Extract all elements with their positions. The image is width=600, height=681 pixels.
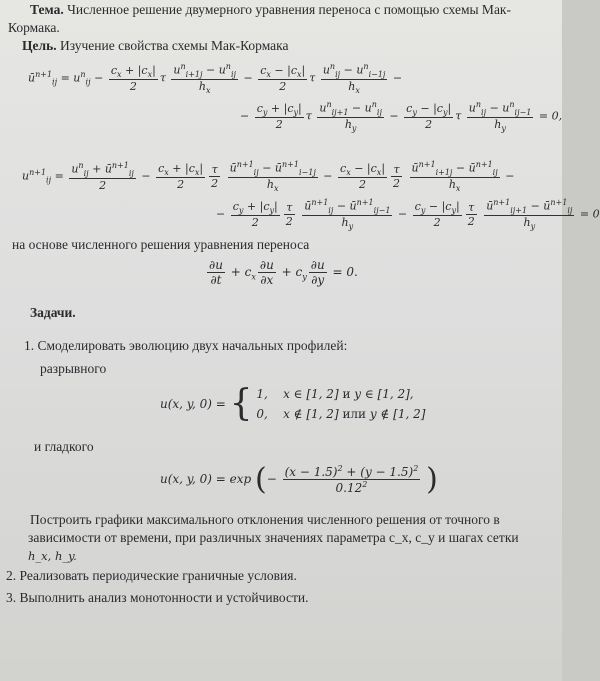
smooth-label: и гладкого xyxy=(34,439,94,454)
basis-text: на основе численного решения уравнения переноса xyxy=(12,237,310,252)
goal-text: Изучение свойства схемы Мак-Кормака xyxy=(59,38,289,53)
discontinuous-formula: u(x, y, 0) = { 1, x ∈ [1, 2] и y ∈ [1, 2], 0, x ∉ [1, 2] или y ∉ [1, 2] xyxy=(160,383,426,424)
task-2-number: 2. xyxy=(6,568,17,583)
corrector-formula-line-2: − $\frac{c_y + |c_y|}{2}$ $\frac{\tau}{2}$ $\frac{ū^{n+1}_{ij} - ū^{n+1}_{ij-1}}{h_y}$ − $\frac{c_y - |c_y|}{2}$ $\frac{\tau}{2}$ $\frac{ū^{n+1}_{ij+1} - ū^{n+1}_{ij}}{h_y}$ = 0 xyxy=(216,198,600,232)
plot-text-line-2: зависимости от времени, при различных значениях параметра c_x, c_y и шагах сетки xyxy=(28,530,519,545)
task-2-text: Реализовать периодические граничные условия. xyxy=(19,568,297,583)
goal-label: Цель. xyxy=(22,38,57,53)
task-1-text: Смоделировать эволюцию двух начальных профилей: xyxy=(37,338,348,353)
task-3-text: Выполнить анализ монотонности и устойчивости. xyxy=(19,590,309,605)
task-1 xyxy=(24,339,347,354)
plot-text-line-3: h_x, h_y. xyxy=(28,549,77,563)
task-1-number: 1. xyxy=(24,338,35,353)
topic-line xyxy=(30,3,511,18)
tasks-heading: Задачи. xyxy=(30,305,76,320)
topic-text: Численное решение двумерного уравнения переноса с помощью схемы Мак- xyxy=(67,2,511,17)
predictor-formula-line-1: $ū^{n+1}_{ij} = u^n_{ij}$ − $\frac{c_x + |c_x|}{2}$ τ $\frac{u^n_{i+1j} - u^n_{ij}}{h_x}$ − $\frac{c_x - |c_x|}{2}$ τ $\frac{u^n_{ij} - u^n_{i-1j}}{h_x}$ − xyxy=(28,62,403,96)
topic-text-continued: Кормака. xyxy=(8,20,60,35)
transport-equation: $\frac{\partial u}{\partial t}$ + $c_x$ $\frac{\partial u}{\partial x}$ + $c_y$ $\frac{\partial u}{\partial y}$ = 0. xyxy=(209,258,358,287)
task-2 xyxy=(6,569,297,584)
predictor-formula-line-2: − $\frac{c_y + |c_y|}{2}$ τ $\frac{u^n_{ij+1} - u^n_{ij}}{h_y}$ − $\frac{c_y - |c_y|}{2}$ τ $\frac{u^n_{ij} - u^n_{ij-1}}{h_y}$ = 0, xyxy=(240,100,563,134)
smooth-formula: u(x, y, 0) = exp (− $\frac{(x - 1.5)^2 + (y - 1.5)^2}{0.12^2}$ ) xyxy=(160,462,438,497)
discontinuous-label: разрывного xyxy=(40,361,107,376)
goal-line xyxy=(22,39,289,54)
topic-label: Тема. xyxy=(30,2,64,17)
corrector-formula-line-1: $u^{n+1}_{ij}$ = $\frac{u^n_{ij} + ū^{n+1}_{ij}}{2}$ − $\frac{c_x + |c_x|}{2}$ $\frac{\tau}{2}$ $\frac{ū^{n+1}_{ij} - ū^{n+1}_{i-1j}}{h_x}$ − $\frac{c_x - |c_x|}{2}$ $\frac{\tau}{2}$ $\frac{ū^{n+1}_{i+1j} - ū^{n+1}_{ij}}{h_x}$ − xyxy=(22,160,515,194)
task-3 xyxy=(6,591,308,606)
plot-text-line-1: Построить графики максимального отклонения численного решения от точного в xyxy=(30,512,500,527)
task-3-number: 3. xyxy=(6,590,17,605)
